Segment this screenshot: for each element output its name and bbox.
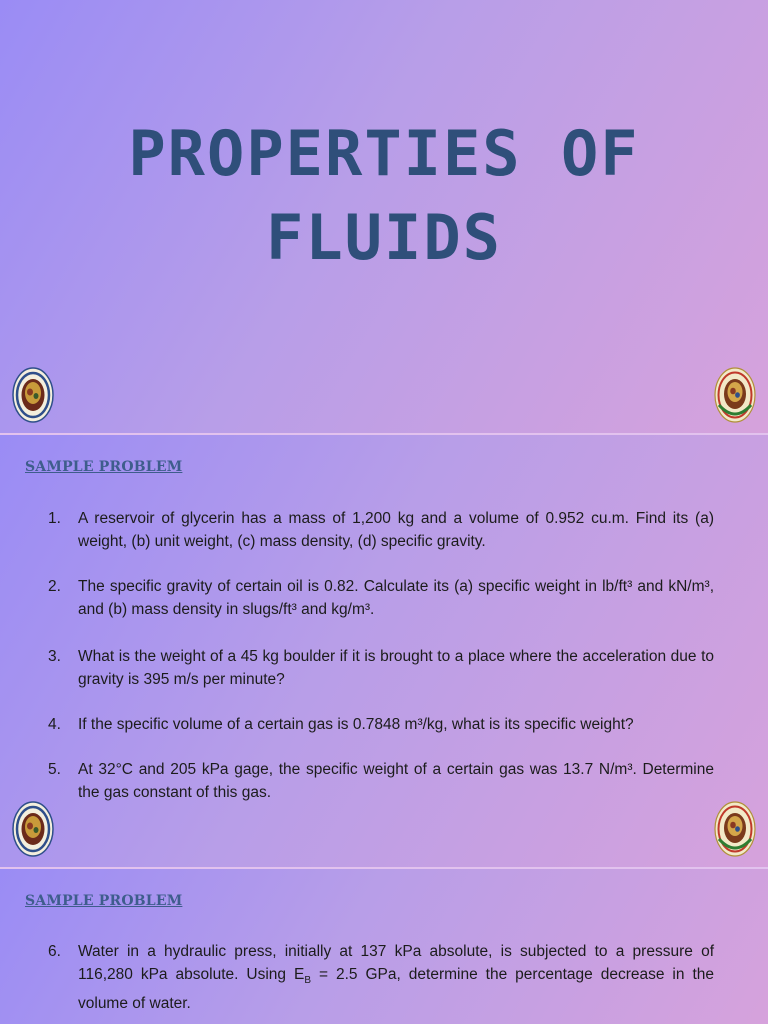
sample-problem-slide-1 — [0, 435, 768, 869]
item-number: 3. — [48, 648, 61, 665]
slide-title — [0, 112, 768, 280]
item-text: At 32°C and 205 kPa gage, the specific weight of a certain gas was 13.7 N/m³. Determine the gas constant of this gas. — [78, 761, 714, 801]
item-text: If the specific volume of a certain gas is 0.7848 m³/kg, what is its specific weight? — [78, 716, 634, 733]
item-number: 5. — [48, 761, 61, 778]
subscript-b: B — [304, 975, 311, 987]
school-seal-icon — [12, 801, 54, 857]
section-heading: SAMPLE PROBLEM — [25, 893, 183, 909]
item-number: 6. — [48, 943, 61, 960]
list-item — [48, 645, 714, 691]
item-text: What is the weight of a 45 kg boulder if it is brought to a place where the acceleration due to gravity is 395 m/s per minute? — [78, 648, 714, 688]
list-item — [48, 575, 714, 621]
problem-list — [48, 940, 714, 1015]
item-number: 4. — [48, 716, 61, 733]
title-line-2: FLUIDS — [266, 201, 502, 274]
item-number: 1. — [48, 510, 61, 527]
list-item — [48, 758, 714, 804]
item-text — [78, 943, 714, 1012]
school-seal-icon — [714, 801, 756, 857]
section-heading: SAMPLE PROBLEM — [25, 459, 183, 475]
item-text: The specific gravity of certain oil is 0.82. Calculate its (a) specific weight in lb/ft³ and kN/m³, and (b) mass density in slugs/ft³ and kg/m³. — [78, 578, 714, 618]
item-text: A reservoir of glycerin has a mass of 1,200 kg and a volume of 0.952 cu.m. Find its (a) weight, (b) unit weight, (c) mass density, (d) specific gravity. — [78, 510, 714, 550]
list-item — [48, 940, 714, 1015]
title-slide — [0, 0, 768, 435]
problem-list — [48, 507, 714, 804]
item-number: 2. — [48, 578, 61, 595]
list-item — [48, 713, 714, 736]
title-line-1: PROPERTIES OF — [128, 117, 640, 190]
school-seal-icon — [12, 367, 54, 423]
item-text-part: = 2.5 GPa, determine the percentage decrease in the volume of water. — [78, 966, 715, 1013]
item-text-part: Water in a hydraulic press, initially at 137 kPa absolute, is subjected to a pressure of 116,280 kPa absolute. Using E — [78, 943, 714, 983]
sample-problem-slide-2 — [0, 869, 768, 1024]
list-item — [48, 507, 714, 553]
school-seal-icon — [714, 367, 756, 423]
